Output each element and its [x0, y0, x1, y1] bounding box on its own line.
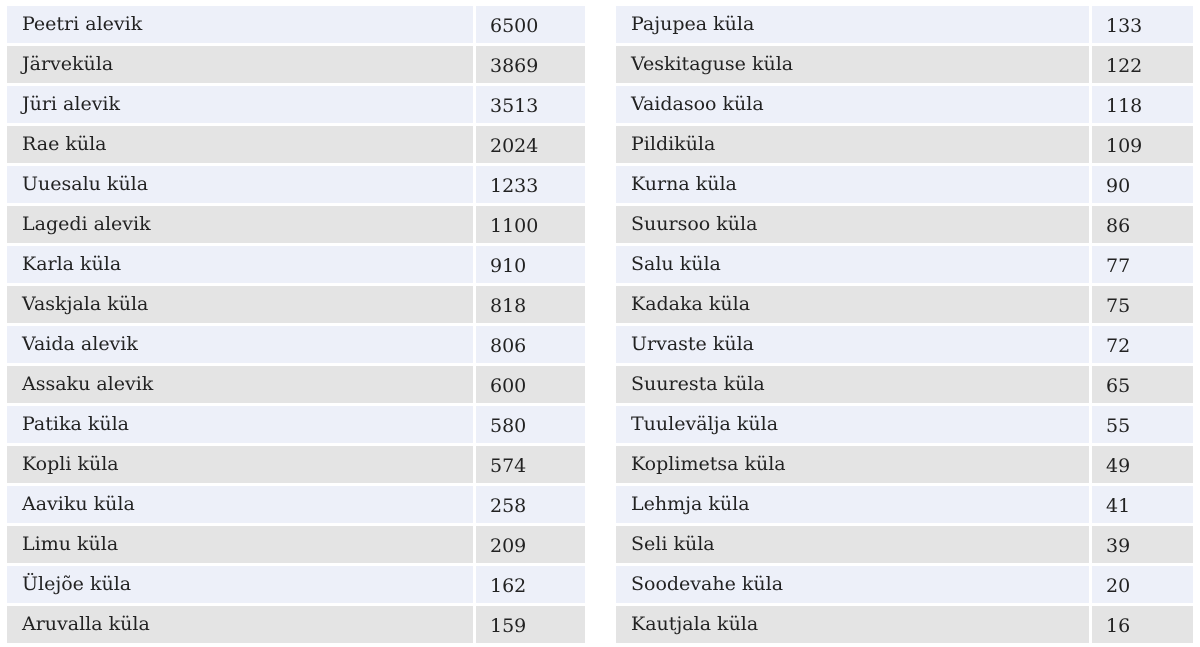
population-value-cell: [473, 246, 585, 283]
table-row: [7, 406, 585, 443]
settlement-name-cell: Vaskjala küla: [7, 286, 473, 323]
table-row: [616, 486, 1193, 523]
settlement-name-cell: Patika küla: [7, 406, 473, 443]
population-value-cell: [473, 46, 585, 83]
population-value: 75: [1106, 295, 1131, 317]
population-value: 3513: [490, 95, 539, 117]
settlement-name-cell: Salu küla: [616, 246, 1089, 283]
settlement-name-cell: Aruvalla küla: [7, 606, 473, 643]
population-value: 574: [490, 455, 527, 477]
population-value: 16: [1106, 615, 1131, 637]
population-value-cell: [473, 606, 585, 643]
table-row: [7, 326, 585, 363]
table-row: [616, 6, 1193, 43]
table-body-left: [7, 6, 585, 643]
table-row: [7, 566, 585, 603]
population-value-cell: [1089, 366, 1193, 403]
table-row: [7, 526, 585, 563]
population-value: 72: [1106, 335, 1131, 357]
population-value-cell: [473, 526, 585, 563]
population-value-cell: [1089, 286, 1193, 323]
population-value: 109: [1106, 135, 1143, 157]
population-value-cell: [473, 566, 585, 603]
table-row: [7, 486, 585, 523]
population-value: 1100: [490, 215, 539, 237]
settlement-name-cell: Kopli küla: [7, 446, 473, 483]
population-value: 159: [490, 615, 527, 637]
population-value: 818: [490, 295, 527, 317]
population-value: 580: [490, 415, 527, 437]
settlement-name-cell: Järveküla: [7, 46, 473, 83]
settlement-name-cell: Peetri alevik: [7, 6, 473, 43]
population-value-cell: [1089, 326, 1193, 363]
table-row: [7, 6, 585, 43]
population-value: 133: [1106, 15, 1143, 37]
population-value-cell: [1089, 6, 1193, 43]
table-row: [616, 566, 1193, 603]
population-value-cell: [1089, 246, 1193, 283]
population-value: 600: [490, 375, 527, 397]
settlement-name-cell: Aaviku küla: [7, 486, 473, 523]
table-row: [7, 446, 585, 483]
settlement-name-cell: Rae küla: [7, 126, 473, 163]
settlement-name-cell: Tuuleväljа küla: [616, 406, 1089, 443]
table-row: [616, 526, 1193, 563]
settlement-name-cell: Ülejõe küla: [7, 566, 473, 603]
population-value-cell: [473, 6, 585, 43]
population-value: 55: [1106, 415, 1131, 437]
settlement-name-cell: Soodevahe küla: [616, 566, 1089, 603]
population-value-cell: [1089, 206, 1193, 243]
population-value-cell: [1089, 446, 1193, 483]
population-value: 2024: [490, 135, 539, 157]
table-row: [7, 286, 585, 323]
table-row: [616, 126, 1193, 163]
population-value-cell: [1089, 126, 1193, 163]
population-value-cell: [473, 486, 585, 523]
population-value-cell: [473, 86, 585, 123]
table-row: [616, 326, 1193, 363]
table-body-right: [616, 6, 1193, 643]
table-row: [616, 86, 1193, 123]
table-row: [7, 606, 585, 643]
settlement-name-cell: Kurna küla: [616, 166, 1089, 203]
population-value: 1233: [490, 175, 539, 197]
population-value-cell: [473, 326, 585, 363]
settlement-name-cell: Lagedi alevik: [7, 206, 473, 243]
table-row: [616, 166, 1193, 203]
settlement-name-cell: Assaku alevik: [7, 366, 473, 403]
population-value-cell: [1089, 526, 1193, 563]
population-value: 86: [1106, 215, 1131, 237]
settlement-name-cell: Suuresta küla: [616, 366, 1089, 403]
population-value: 90: [1106, 175, 1131, 197]
settlement-name-cell: Veskitaguse küla: [616, 46, 1089, 83]
settlement-name-cell: Karla küla: [7, 246, 473, 283]
population-value-cell: [1089, 86, 1193, 123]
population-value-cell: [473, 406, 585, 443]
population-value: 118: [1106, 95, 1143, 117]
table-row: [7, 366, 585, 403]
table-row: [7, 126, 585, 163]
population-value: 39: [1106, 535, 1131, 557]
settlement-name-cell: Limu küla: [7, 526, 473, 563]
population-value-cell: [473, 286, 585, 323]
population-value-cell: [1089, 406, 1193, 443]
table-row: [616, 46, 1193, 83]
settlement-name-cell: Koplimetsa küla: [616, 446, 1089, 483]
population-value: 162: [490, 575, 527, 597]
table-row: [7, 86, 585, 123]
population-value: 3869: [490, 55, 539, 77]
settlement-table-right: [616, 3, 1193, 646]
population-value: 258: [490, 495, 527, 517]
table-row: [7, 206, 585, 243]
population-value-cell: [1089, 166, 1193, 203]
settlement-name-cell: Jüri alevik: [7, 86, 473, 123]
settlement-name-cell: Pajupea küla: [616, 6, 1089, 43]
settlement-name-cell: Suursoo küla: [616, 206, 1089, 243]
table-row: [616, 446, 1193, 483]
population-value: 6500: [490, 15, 539, 37]
table-row: [7, 46, 585, 83]
table-row: [616, 606, 1193, 643]
table-row: [616, 366, 1193, 403]
table-row: [616, 206, 1193, 243]
settlement-name-cell: Lehmja küla: [616, 486, 1089, 523]
population-value-cell: [1089, 606, 1193, 643]
table-row: [616, 406, 1193, 443]
table-row: [616, 246, 1193, 283]
settlement-name-cell: Seli küla: [616, 526, 1089, 563]
population-value-cell: [1089, 566, 1193, 603]
table-row: [7, 246, 585, 283]
population-tables: [7, 6, 1193, 642]
population-value-cell: [473, 446, 585, 483]
population-value-cell: [473, 126, 585, 163]
settlement-name-cell: Kautjala küla: [616, 606, 1089, 643]
population-value: 77: [1106, 255, 1131, 277]
settlement-name-cell: Vaida alevik: [7, 326, 473, 363]
population-value: 122: [1106, 55, 1143, 77]
table-row: [616, 286, 1193, 323]
population-value-cell: [473, 166, 585, 203]
population-value-cell: [473, 366, 585, 403]
population-value: 910: [490, 255, 527, 277]
settlement-name-cell: Pildiküla: [616, 126, 1089, 163]
population-value: 20: [1106, 575, 1131, 597]
population-value: 65: [1106, 375, 1131, 397]
population-value: 41: [1106, 495, 1131, 517]
settlement-table-left: [7, 3, 585, 646]
population-value: 806: [490, 335, 527, 357]
settlement-name-cell: Urvaste küla: [616, 326, 1089, 363]
population-value-cell: [473, 206, 585, 243]
population-value: 49: [1106, 455, 1131, 477]
settlement-name-cell: Vaidasoo küla: [616, 86, 1089, 123]
population-value: 209: [490, 535, 527, 557]
population-value-cell: [1089, 46, 1193, 83]
population-value-cell: [1089, 486, 1193, 523]
table-row: [7, 166, 585, 203]
settlement-name-cell: Uuesalu küla: [7, 166, 473, 203]
settlement-name-cell: Kadaka küla: [616, 286, 1089, 323]
